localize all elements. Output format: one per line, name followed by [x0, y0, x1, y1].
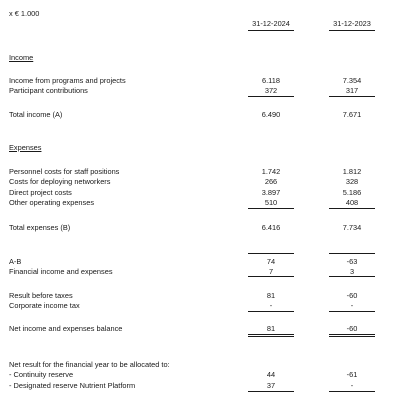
row-value-2024: 6.118: [262, 76, 280, 85]
section-heading-income: Income: [9, 53, 34, 62]
total-income-2024: 6.490: [261, 110, 281, 119]
section-divider: [248, 253, 294, 254]
total-expenses-label: Total expenses (B): [9, 223, 71, 232]
row-label: Other operating expenses: [9, 198, 95, 207]
row-value-2023: 7.354: [342, 76, 362, 85]
net-balance-2024: 81: [266, 324, 276, 333]
allocation-value-2024: 44: [266, 370, 276, 379]
total-underline: [248, 334, 294, 335]
subtotal-underline: [329, 276, 375, 277]
allocation-heading: Net result for the financial year to be allocated to:: [9, 360, 170, 369]
total-underline: [329, 334, 375, 335]
allocation-value-2023: -: [350, 381, 354, 390]
allocation-value-2023: -61: [346, 370, 358, 379]
financial-value-2023: 3: [349, 267, 355, 276]
total-income-label: Total income (A): [9, 110, 63, 119]
total-underline: [329, 391, 375, 392]
section-divider: [329, 253, 375, 254]
subtotal-underline: [248, 96, 294, 97]
row-label: Income from programs and projects: [9, 76, 126, 85]
row-value-2024: 3.897: [261, 188, 281, 197]
row-label: Participant contributions: [9, 86, 88, 95]
subtotal-underline: [248, 208, 294, 209]
financial-value-2024: 7: [268, 267, 274, 276]
tax-value-2023: -: [350, 301, 354, 310]
allocation-row-label: - Designated reserve Nutrient Platform: [9, 381, 136, 390]
row-value-2024: 1.742: [261, 167, 281, 176]
before-tax-2023: -60: [346, 291, 358, 300]
column-header-underline: [248, 30, 294, 31]
column-header-2024: 31-12-2024: [252, 19, 290, 28]
allocation-value-2024: 37: [266, 381, 276, 390]
total-double-underline: [248, 336, 294, 337]
before-tax-2024: 81: [266, 291, 276, 300]
ab-label: A-B: [9, 257, 22, 266]
row-value-2023: 408: [345, 198, 359, 207]
total-income-2023: 7.671: [342, 110, 362, 119]
row-label: Personnel costs for staff positions: [9, 167, 120, 176]
subtotal-underline: [329, 96, 375, 97]
column-header-underline: [329, 30, 375, 31]
total-double-underline: [329, 336, 375, 337]
row-value-2024: 266: [264, 177, 278, 186]
ab-value-2024: 74: [266, 257, 276, 266]
allocation-row-label: - Continuity reserve: [9, 370, 74, 379]
financial-label: Financial income and expenses: [9, 267, 113, 276]
row-value-2023: 317: [345, 86, 359, 95]
before-tax-label: Result before taxes: [9, 291, 73, 300]
total-expenses-2024: 6.416: [261, 223, 281, 232]
ab-value-2023: -63: [346, 257, 358, 266]
net-balance-2023: -60: [346, 324, 358, 333]
unit-note: x € 1.000: [9, 9, 40, 18]
net-balance-label: Net income and expenses balance: [9, 324, 123, 333]
row-value-2023: 1.812: [342, 167, 362, 176]
tax-label: Corporate income tax: [9, 301, 80, 310]
subtotal-underline: [329, 311, 375, 312]
row-value-2024: 510: [264, 198, 278, 207]
total-expenses-2023: 7.734: [342, 223, 362, 232]
subtotal-underline: [329, 208, 375, 209]
row-label: Direct project costs: [9, 188, 72, 197]
section-heading-expenses: Expenses: [9, 143, 42, 152]
total-underline: [248, 391, 294, 392]
row-value-2023: 328: [345, 177, 359, 186]
tax-value-2024: -: [269, 301, 273, 310]
subtotal-underline: [248, 311, 294, 312]
subtotal-underline: [248, 276, 294, 277]
row-value-2024: 372: [264, 86, 278, 95]
row-label: Costs for deploying networkers: [9, 177, 111, 186]
row-value-2023: 5.186: [342, 188, 362, 197]
column-header-2023: 31-12-2023: [333, 19, 371, 28]
